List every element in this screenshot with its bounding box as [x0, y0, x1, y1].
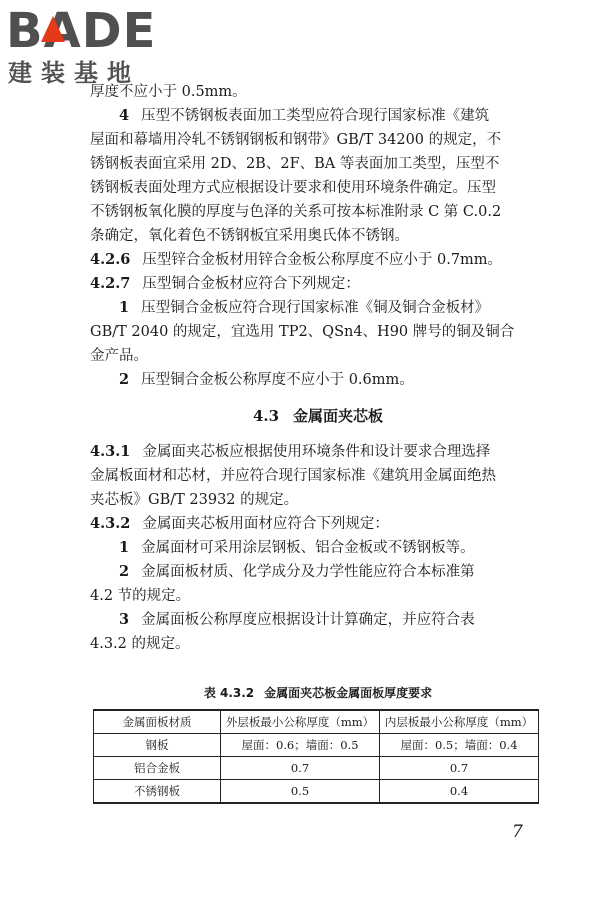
text-line: 压型铜合金板材应符合下列规定：	[142, 276, 360, 292]
text-line: 夹芯板》GB/T 23932 的规定。	[90, 492, 299, 508]
clause-number: 4.2.7	[90, 275, 131, 292]
text-line: 金属板面材和芯材，并应符合现行国家标准《建筑用金属面绝热	[90, 468, 496, 484]
section-number: 4.3	[252, 407, 280, 425]
table-cell: 不锈钢板	[94, 780, 221, 804]
text-line: 不锈钢板氧化膜的厚度与色泽的关系可按本标准附录 C 第 C.0.2	[90, 204, 502, 220]
table-cell: 屋面：0.5；墙面：0.4	[380, 734, 539, 757]
clause-4-2-7-item-2	[90, 368, 546, 392]
text-line: 厚度不应小于 0.5mm。	[90, 84, 247, 100]
logo-triangle-icon	[41, 16, 65, 42]
text-line: 压型不锈钢板表面加工类型应符合现行国家标准《建筑	[141, 108, 490, 124]
table-header-cell: 外层板最小公称厚度（mm）	[221, 710, 380, 734]
text-line: 压型锌合金板材用锌合金板公称厚度不应小于 0.7mm。	[142, 252, 503, 268]
text-line: 屋面和幕墙用冷轧不锈钢钢板和钢带》GB/T 34200 的规定，不	[90, 132, 502, 148]
clause-4-3-2-item-2	[90, 560, 546, 584]
table-cell: 铝合金板	[94, 757, 221, 780]
clause-4-3-1	[90, 440, 546, 464]
text-line: 压型铜合金板公称厚度不应小于 0.6mm。	[141, 372, 414, 388]
text-line: GB/T 2040 的规定，宜选用 TP2、QSn4、H90 牌号的铜及铜合	[90, 324, 515, 340]
clause-4-3-2-item-3	[90, 608, 546, 632]
table-header-row	[94, 710, 539, 734]
clause-4-item-4	[90, 104, 546, 128]
document-body	[90, 80, 546, 656]
clause-number: 4.3.1	[90, 443, 131, 460]
item-number: 2	[119, 371, 130, 388]
text-line: 金属面夹芯板用面材应符合下列规定：	[142, 516, 389, 532]
text-line: 4.2 节的规定。	[90, 588, 191, 604]
table-row	[94, 780, 539, 804]
logo-wordmark: BADE	[6, 3, 157, 59]
text-line: 金属面材可采用涂层钢板、铝合金板或不锈钢板等。	[141, 540, 475, 556]
section-title: 金属面夹芯板	[293, 407, 384, 425]
table-number: 表 4.3.2	[203, 686, 255, 700]
text-line: 金属面夹芯板应根据使用环境条件和设计要求合理选择	[142, 444, 491, 460]
text-line: 4.3.2 的规定。	[90, 636, 190, 652]
item-number: 4	[119, 107, 130, 124]
item-number: 3	[119, 611, 130, 628]
text-line: 条确定，氧化着色不锈钢板宜采用奥氏体不锈钢。	[90, 228, 409, 244]
table-cell: 0.7	[221, 757, 380, 780]
table-cell: 0.5	[221, 780, 380, 804]
text-line: 金属面板公称厚度应根据设计计算确定，并应符合表	[141, 612, 475, 628]
clause-4-2-7	[90, 272, 546, 296]
thickness-table	[93, 709, 539, 804]
table-row	[94, 757, 539, 780]
table-cell: 钢板	[94, 734, 221, 757]
clause-number: 4.2.6	[90, 251, 131, 268]
table-cell: 0.7	[380, 757, 539, 780]
table-cell: 0.4	[380, 780, 539, 804]
text-line: 金属面板材质、化学成分及力学性能应符合本标准第	[141, 564, 475, 580]
table-row	[94, 734, 539, 757]
item-number: 1	[119, 299, 130, 316]
table-caption	[90, 684, 546, 701]
clause-4-2-7-item-1	[90, 296, 546, 320]
table-title: 金属面夹芯板金属面板厚度要求	[264, 686, 433, 700]
section-heading	[90, 404, 546, 428]
clause-4-3-2-item-1	[90, 536, 546, 560]
text-line: 锈钢板表面宜采用 2D、2B、2F、BA 等表面加工类型，压型不	[90, 156, 500, 172]
item-number: 1	[119, 539, 130, 556]
logo-subtitle: 建装基地	[8, 59, 140, 87]
item-number: 2	[119, 563, 130, 580]
text-line: 金产品。	[90, 348, 148, 364]
table-header-cell: 金属面板材质	[94, 710, 221, 734]
clause-number: 4.3.2	[90, 515, 131, 532]
clause-4-3-2	[90, 512, 546, 536]
clause-4-2-6	[90, 248, 546, 272]
table-cell: 屋面：0.6；墙面：0.5	[221, 734, 380, 757]
table-header-cell: 内层板最小公称厚度（mm）	[380, 710, 539, 734]
text-line: 锈钢板表面处理方式应根据设计要求和使用环境条件确定。压型	[90, 180, 496, 196]
text-line: 压型铜合金板应符合现行国家标准《铜及铜合金板材》	[141, 300, 490, 316]
page-number: 7	[512, 822, 523, 842]
